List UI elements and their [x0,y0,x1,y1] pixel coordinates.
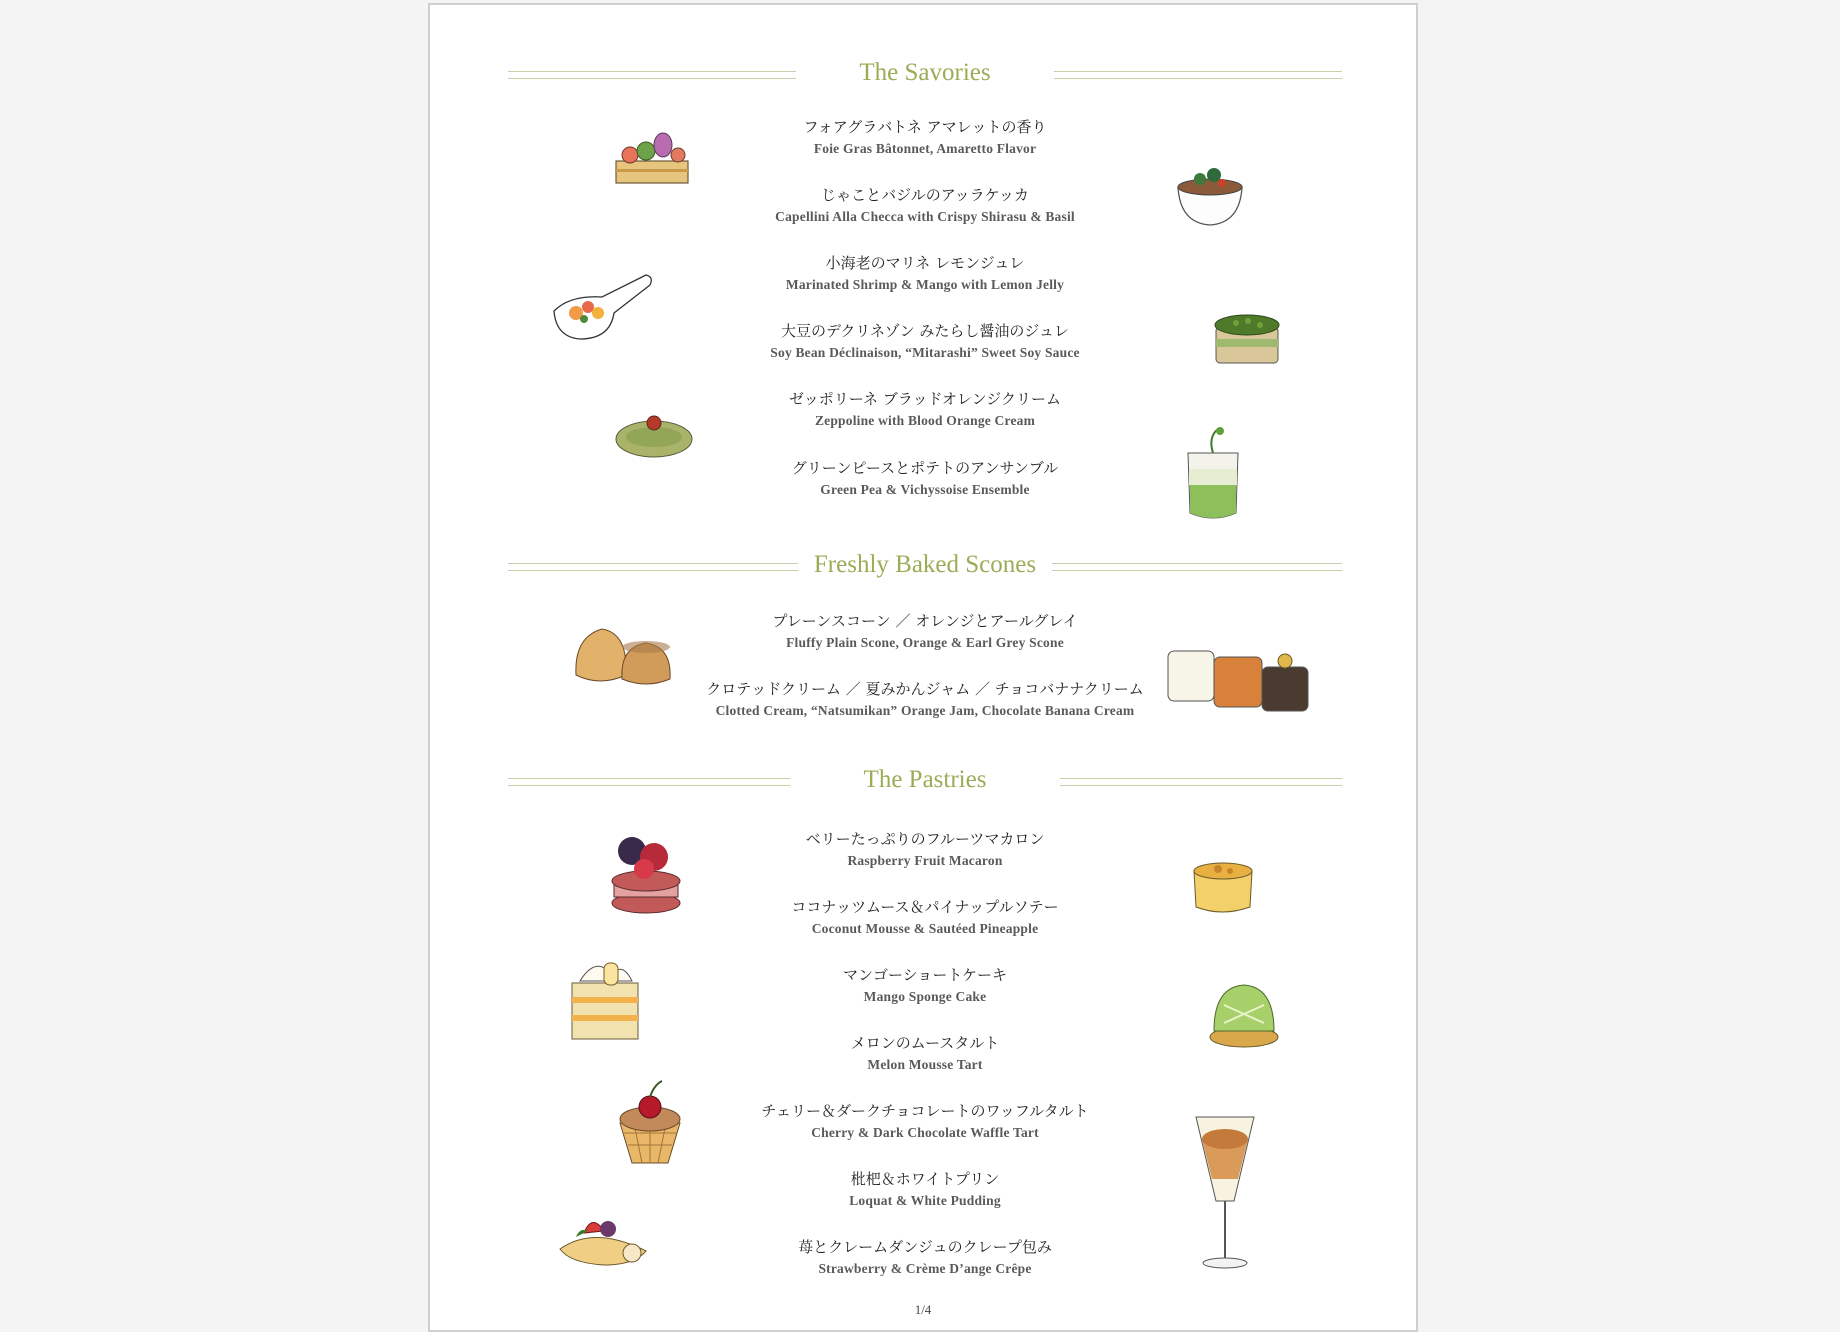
jam-jars-illustration [1164,639,1324,719]
coconut-mousse-illustration [1188,851,1258,921]
item-name-en: Capellini Alla Checca with Crispy Shirasu & Basil [775,209,1075,224]
item-name-en: Fluffy Plain Scone, Orange & Earl Grey Scone [786,635,1064,650]
item-name-jp: メロンのムースタルト [850,1034,1000,1052]
item-name-jp: ゼッポリーネ ブラッドオレンジクリーム [789,390,1061,408]
item-name-jp: 苺とクレームダンジュのクレープ包み [798,1238,1052,1256]
menu-page [428,3,1418,1332]
item-name-en: Soy Bean Déclinaison, “Mitarashi” Sweet Soy Sauce [770,345,1080,360]
foie-gras-tart-illustration [608,123,698,193]
item-name-jp: クロテッドクリーム ／ 夏みかんジャム ／ チョコバナナクリーム [706,680,1144,698]
section-heading-scones [508,545,1342,585]
menu-item [630,1099,1220,1143]
item-name-en: Marinated Shrimp & Mango with Lemon Jelly [785,277,1065,292]
section-heading-savories [508,53,1342,93]
shrimp-spoon-illustration [550,267,660,347]
menu-item [630,1167,1220,1211]
page-number: 1/4 [914,1302,932,1317]
item-name-jp: じゃことバジルのアッラケッカ [821,186,1029,204]
item-name-jp: ベリーたっぷりのフルーツマカロン [805,830,1045,848]
item-name-jp: 小海老のマリネ レモンジュレ [825,254,1025,272]
pudding-glass-illustration [1190,1109,1260,1279]
menu-item [630,183,1220,227]
capellini-cup-illustration [1170,153,1250,233]
item-name-en: Foie Gras Bâtonnet, Amaretto Flavor [813,141,1037,156]
menu-item [630,115,1220,159]
cherry-tart-illustration [610,1077,690,1167]
item-name-en: Strawberry & Crème D’ange Crêpe [818,1261,1032,1276]
item-name-en: Mango Sponge Cake [863,989,987,1004]
item-name-en: Green Pea & Vichyssoise Ensemble [820,482,1030,497]
section-title: The Savories [847,59,1002,86]
item-name-en: Coconut Mousse & Sautéed Pineapple [811,921,1039,936]
menu-item [630,1235,1220,1279]
item-name-en: Melon Mousse Tart [867,1057,983,1072]
menu-item [630,1031,1220,1075]
menu-item [630,609,1220,653]
section-title: The Pastries [852,766,999,793]
section-heading-pastries [508,760,1342,800]
menu-item [630,387,1220,431]
item-name-en: Clotted Cream, “Natsumikan” Orange Jam, Chocolate Banana Cream [715,703,1135,718]
melon-tart-illustration [1204,975,1284,1055]
soy-bean-tart-illustration [1208,305,1288,375]
item-name-jp: グリーンピースとポテトのアンサンブル [791,459,1059,477]
green-pea-glass-illustration [1178,425,1248,525]
item-name-jp: フォアグラバトネ アマレットの香り [803,118,1047,136]
menu-item [630,319,1220,363]
macaron-illustration [606,823,686,918]
zeppoline-illustration [610,409,700,461]
item-name-jp: 枇杷＆ホワイトプリン [850,1170,1000,1188]
item-name-jp: 大豆のデクリネゾン みたらし醤油のジュレ [780,322,1070,340]
item-name-en: Zeppoline with Blood Orange Cream [814,413,1036,428]
menu-item [630,456,1220,500]
menu-item [630,895,1220,939]
item-name-en: Loquat & White Pudding [849,1193,1001,1208]
item-name-jp: チェリー＆ダークチョコレートのワッフルタルト [761,1102,1089,1120]
section-title: Freshly Baked Scones [802,551,1048,578]
strawberry-crepe-illustration [554,1203,654,1273]
item-name-jp: プレーンスコーン ／ オレンジとアールグレイ [772,612,1078,630]
menu-item [630,827,1220,871]
item-name-en: Raspberry Fruit Macaron [847,853,1003,868]
item-name-jp: マンゴーショートケーキ [842,966,1008,984]
item-name-en: Cherry & Dark Chocolate Waffle Tart [811,1125,1039,1140]
menu-item [630,963,1220,1007]
item-name-jp: ココナッツムース＆パイナップルソテー [791,898,1059,916]
menu-item [630,251,1220,295]
mango-cake-illustration [566,945,646,1045]
scones-illustration [570,617,680,697]
menu-item [630,677,1220,721]
